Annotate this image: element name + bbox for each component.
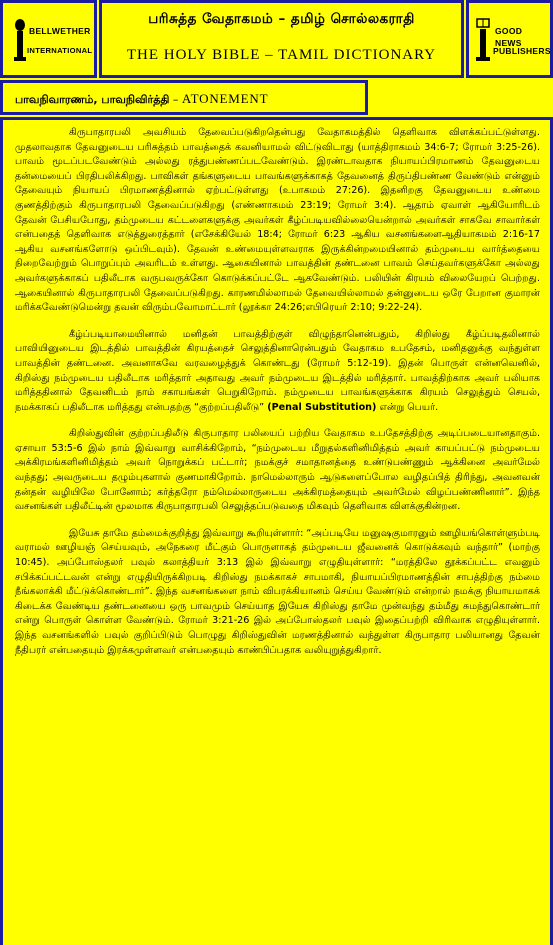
good-news-logo (466, 0, 553, 78)
bellwether-ram-icon (13, 17, 27, 63)
penal-substitution-term: (Penal Substitution) (267, 401, 377, 413)
article-body (0, 117, 553, 945)
topic-tamil: பாவநிவாரணம், பாவநிவிர்த்தி (15, 93, 170, 106)
paragraph-1: கிருபாதாரபலி அவசியம் தேவைப்படுகிறதென்பது வேதாகமத்தில் தெளிவாக விளக்கப்பட்டுள்ளது. முதலாவதாக தேவனுடைய பரிசுத்தம் பாவத்தைக் கவனியாமல் விட்டுவிடாது (யாத்திராகமம் 34:6-7; ரோமர் 3:25-26). பாவம் மூடப்படவேண்டும் அல்லது ரத்துபண்ணப்படவேண்டும். இரண்டாவதாக நியாயப்பிரமாணம் தேவனுடைய தன்மையைப் பிரதிபலிக்கிறது. பாவிகள் தங்களுடைய பாவங்களுக்காகத் தேவனைத் திருப்திபண்ண வேண்டும் என்னும் தேவையும் நியாயப் பிரமாணத்தினால் ஏற்பட்டுள்ளது (உபாகமம் 27:26). இதனிறகு தேவனுடைய உண்மை குணத்திற்கும் கிருபாதாரபலி தேவைப்படுகிறது (எண்ணாகமம் 23:19; ரோமர் 3:4). ஆதாம் ஏவாள் ஆகியோரிடம் தேவன் பேசியபோது, தம்முடைய கட்டளைகளுக்கு அவர்கள் கீழ்ப்படியவில்லையென்றால் அவர்கள் சாகவே சாவார்கள் என்பதைத் தெளிவாக எடுத்துரைத்தார் (எசேக்கியேல் 18:4; ரோமர் 6:23 ஆகிய வசனங்களைஆதியாகமம் 2:16-17 ஆகிய வசனங்களோடு ஒப்பிடவும்). தேவன் உண்மையுள்ளவராக இருக்கின்றமையினால் தம்முடைய வார்த்தையை நிறைவேற்றும் பொறுப்பும் அவரிடம் உள்ளது. ஆகையினால் பாவத்தின் தண்டனை பாவம் செய்தவர்களுக்கோ அல்லது அவர்களுக்காகப் பதிலீடாக வருபவருக்கோ கொடுக்கப்பட்டே ஆகவேண்டும். பலியின் கிரயம் விலையேறப் பெற்றது. ஆகையினால் கிருபாதாரபலி தேவைப்படுகிறது. காரணமில்லாமல் தேவையில்லாமல் தன்னுடைய ஒரே பேறான குமாரன் மரிக்கவேண்டுமென்று தவன் விரும்பவோமாட்டார் (லூக்கா 24:26;எபிரெயர் 2:10; 9:22-24). (15, 127, 540, 314)
title-tamil: பரிசுத்த வேதாகமம் – தமிழ் சொல்லகராதி (148, 11, 415, 27)
topic-english: ATONEMENT (181, 91, 269, 106)
bellwether-logo (0, 0, 97, 78)
topic-heading (15, 91, 268, 108)
right-logo-line2: PUBLISHERS (493, 46, 551, 56)
title-english: THE HOLY BIBLE – TAMIL DICTIONARY (126, 47, 437, 63)
bible-figure-icon (475, 17, 491, 63)
right-logo-line1: GOOD NEWS (495, 26, 523, 48)
topic-separator: – (169, 93, 182, 106)
paragraph-2 (15, 328, 540, 416)
article-text (15, 126, 540, 670)
header (0, 0, 553, 78)
paragraph-4: இயேசு தாமே தம்மைக்குறித்து இவ்வாறு கூறியுள்ளார்: “அப்படியே மனுஷகுமாரனும் ஊழியங்கொள்ளும்படி வராமல் ஊழியஞ் செய்யவும், அநேகரை மீட்கும் பொருளாகத் தம்முடைய ஜீவனைக் கொடுக்கவும் வந்தார்” (மாற்கு 10:45). அப்போஸ்தலர் பவுல் கலாத்தியர் 3:13 இல் இவ்வாறு எழுதியுள்ளார்: “மரத்திலே தூக்கப்பட்ட எவனும் சபிக்கப்பட்டவன் என்று எழுதியிருக்கிறபடி கிறிஸ்து நமக்காகச் சாபமாகி, நியாயப்பிரமாணத்தின் சாபத்திற்கு நம்மை நீங்கலாக்கி மீட்டுக்கொண்டார்”. இந்த வசனங்களை நாம் விபரக்கியானம் செய்ய வேண்டும் என்றால் நமக்கு நியாயமாகக் கிடைக்க வேண்டிய தண்டனையை ஒரு பாவமும் செய்யாத இயேசு கிறிஸ்து தாமே முன்வந்து தம்மீது சுமந்துகொண்டார் என்று பொருள் கொள்ள வேண்டும். ரோமர் 3:21-26 இல் அப்போஸ்தலர் பவுல் இதைப்பற்றி விரிவாக எழுதியுள்ளார். இந்த வசனங்களில் பவுல் குறிப்பிடும் பொழுது கிறிஸ்துவின் மரணத்தினால் வந்துள்ள கிருபாதார பலியானது தேவன் நீதிபரர் என்பதையும் இரக்கமுள்ளவர் என்பதையும் காண்பிப்பதாக வலியுறுத்துகிறார். (15, 527, 540, 656)
left-logo-line2: INTERNATIONAL (27, 46, 93, 55)
paragraph-3: கிறிஸ்துவின் குற்றப்பதிலீடு கிருபாதார பலியைப் பற்றிய வேதாகம உபதேசத்திற்கு அடிப்படையானதாகும். ஏசாயா 53:5-6 இல் நாம் இவ்வாறு வாசிக்கிறோம், “நம்முடைய மீறுதல்களினிமித்தம் அவர் காயப்பட்டு நம்முடைய அக்கிரமங்களினிமித்தம் அவர் நொறுக்கப் பட்டார்; நமக்குச் சமாதானத்தை உண்டுபண்ணும் ஆக்கினை அவர்மேல் வந்தது; அவருடைய தழும்புகளால் குணமாகிறோம். நாமெல்லாரும் ஆடுகளைப்போல வழிதப்பித் திரிந்து, அவனவன் தன்தன் வழியிலே போனோம்; கர்த்தரோ நம்மெல்லாருடைய அக்கிரமத்தையும் அவர்மேல் விழப்பண்ணினார்”. இந்த வசனங்கள் பதிலீட்டின் மூலமாக கிருபாதாரபலி செலுத்தப்படுவதை மிகவும் தெளிவாக விளக்குகின்றன. (15, 428, 540, 513)
title-banner (99, 0, 464, 78)
topic-banner (0, 80, 368, 115)
paragraph-2-end: என்று பெயர். (379, 401, 439, 413)
paragraph-2-text: கீழ்ப்படியாமையினால் மனிதன் பாவத்திற்குள் விழுந்தானென்பதும், கிறிஸ்து கீழ்ப்படிதலினால் பாவியினுடைய இடத்தில் பாவத்தின் கிரயத்தைச் செலுத்தினாரென்பதும் வேதாகம உபதேசம், மனிதனுக்கு வந்துள்ள பாவத்தின் தண்டனை. அவனாகவே வரவழைத்துக் கொண்டது (ரோமர் 5:12-19). இதன் பொருள் என்னவெனில், கிறிஸ்து நம்முடைய பதிலீடாக மரித்தார் அதாவது அவர் நம்முடைய இடத்தில் மரித்தார். பாவத்திற்காக அவர் பலியாக மரித்ததினால் தேவனிடம் நாம் சகாயங்கள் பெறுகிறோம். நம்முடைய பாவங்களுக்காக கிரயம் செலுத்தும் செயல், நமக்காகப் பதிலீடாக மரித்தது என்பதற்கு “குற்றப்பதிலீடு” (15, 328, 540, 413)
left-logo-line1: BELLWETHER (29, 26, 91, 36)
